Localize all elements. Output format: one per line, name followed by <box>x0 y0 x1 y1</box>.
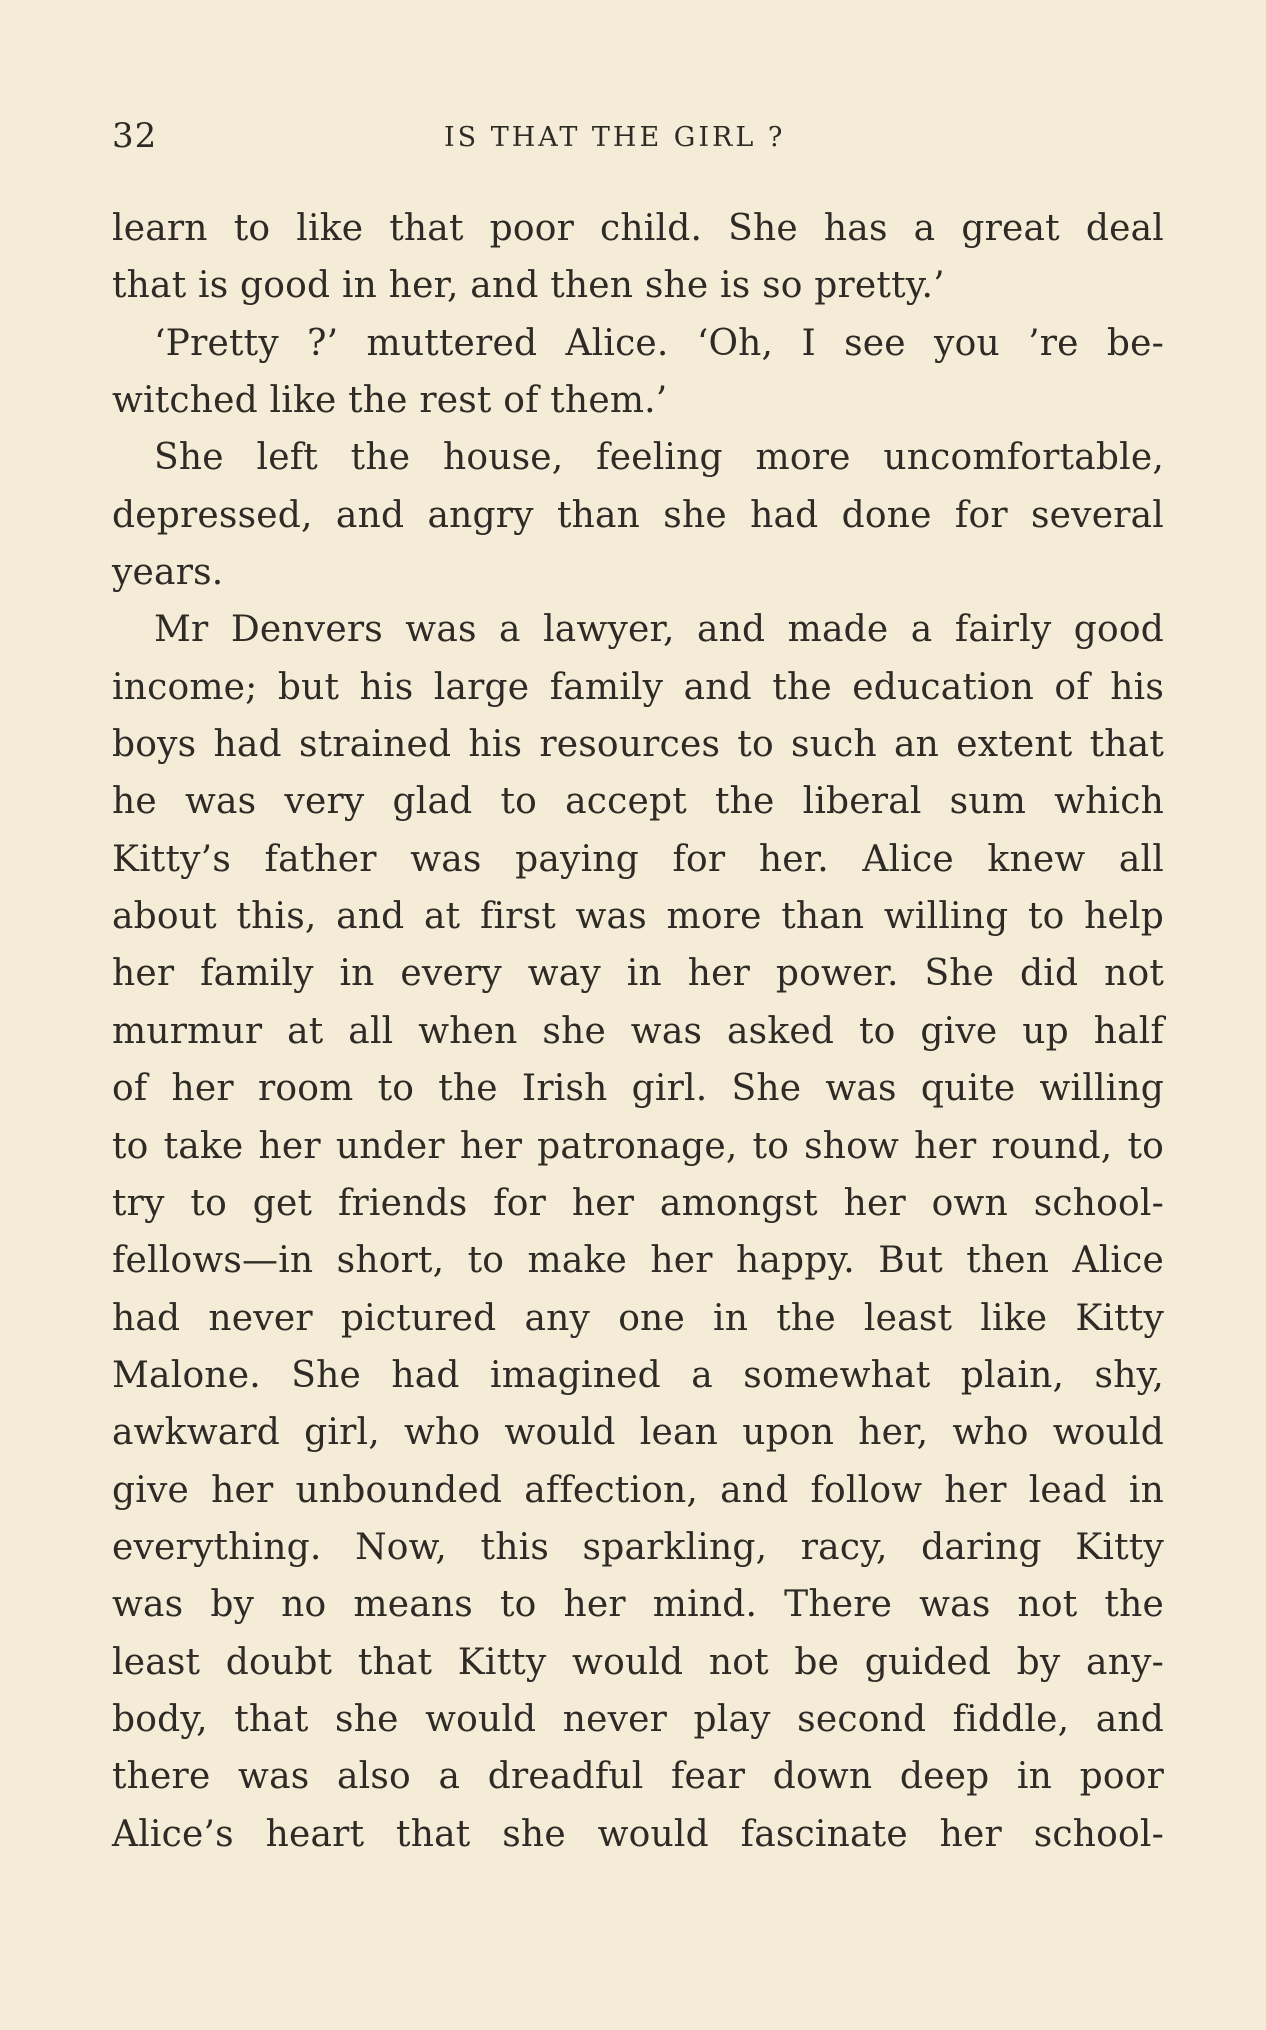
text-line: about this, and at first was more than willing to help <box>112 896 1164 938</box>
text-line: give her unbounded affection, and follow her lead in <box>112 1469 1164 1511</box>
text-line: awkward girl, who would lean upon her, who would <box>112 1412 1164 1454</box>
text-line: learn to like that poor child. She has a great deal <box>112 208 1164 249</box>
text-line: had never pictured any one in the least like Kitty <box>112 1297 1164 1339</box>
page-header <box>112 116 1164 176</box>
text-line: Mr Denvers was a lawyer, and made a fairly good <box>154 609 1164 651</box>
text-line: Kitty’s father was paying for her. Alice knew all <box>112 838 1164 880</box>
text-line: was by no means to her mind. There was not the <box>112 1584 1164 1626</box>
text-line: income; but his large family and the education of his <box>112 666 1164 708</box>
body-text <box>112 200 1164 1863</box>
text-line: fellows—in short, to make her happy. But then Alice <box>112 1240 1164 1282</box>
text-line: murmur at all when she was asked to give up half <box>112 1010 1164 1052</box>
text-line: of her room to the Irish girl. She was quite willing <box>112 1068 1164 1110</box>
text-line: depressed, and angry than she had done for several <box>112 494 1164 536</box>
running-title: IS THAT THE GIRL ? <box>444 122 786 153</box>
text-line: She left the house, feeling more uncomfortable, <box>154 437 1164 479</box>
text-line: that is good in her, and then she is so pretty.’ <box>112 265 945 307</box>
text-line: Malone. She had imagined a somewhat plain, shy, <box>112 1354 1164 1396</box>
text-line: her family in every way in her power. She did not <box>112 953 1164 995</box>
text-line: boys had strained his resources to such an extent that <box>112 724 1164 766</box>
page-number: 32 <box>112 116 158 156</box>
text-line: he was very glad to accept the liberal sum which <box>112 781 1164 823</box>
text-line: least doubt that Kitty would not be guided by any- <box>112 1641 1164 1683</box>
text-line: Alice’s heart that she would fascinate her school- <box>112 1813 1164 1855</box>
text-line: witched like the rest of them.’ <box>112 380 668 422</box>
text-line: to take her under her patronage, to show her round, to <box>112 1125 1164 1167</box>
text-line: ‘Pretty ?’ muttered Alice. ‘Oh, I see you ’re be- <box>154 322 1164 364</box>
text-line: there was also a dreadful fear down deep in poor <box>112 1756 1164 1798</box>
text-line: try to get friends for her amongst her own school- <box>112 1182 1164 1224</box>
text-line: everything. Now, this sparkling, racy, daring Kitty <box>112 1526 1164 1568</box>
text-line: body, that she would never play second fiddle, and <box>112 1698 1164 1740</box>
text-line: years. <box>112 552 224 594</box>
